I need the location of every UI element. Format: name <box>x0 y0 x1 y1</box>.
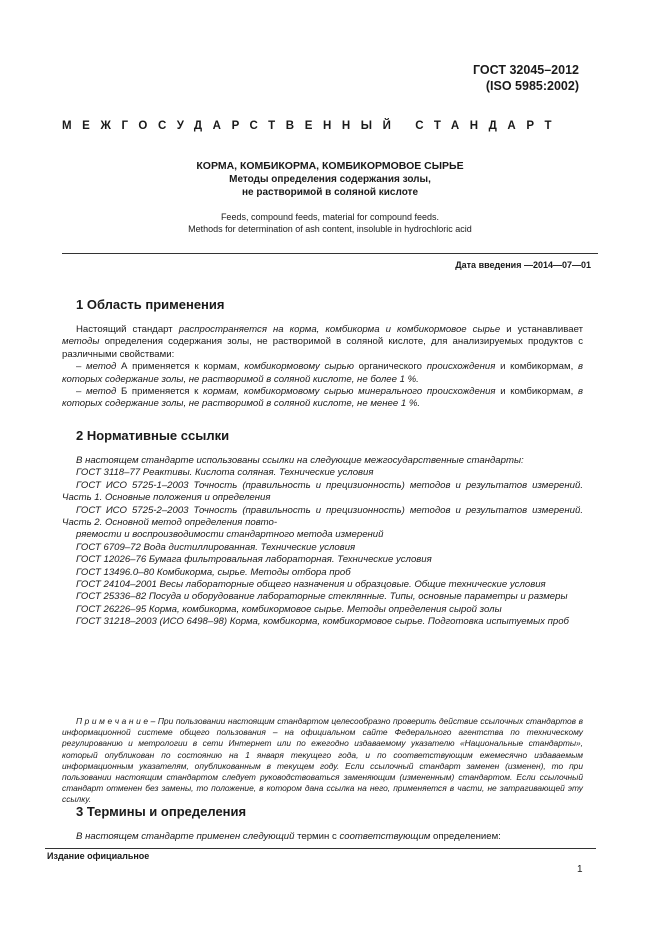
reference-item: ГОСТ 3118–77 Реактивы. Кислота соляная. Технические условия <box>76 467 374 479</box>
reference-item: ГОСТ 12026–76 Бумага фильтровальная лабораторная. Технические условия <box>76 554 432 566</box>
section-3-heading: 3 Термины и определения <box>76 804 247 819</box>
section-1-paragraph: Настоящий стандарт распространяется на корма, комбикорма и комбикормовое сырье и устанавливает методы определения содержания золы, не растворимой в соляной кислоте, для анализируемых продуктов с различными свойствами: <box>62 324 583 360</box>
gost-number: ГОСТ 32045–2012 <box>473 63 579 77</box>
title-sub-line-2: не растворимой в соляной кислоте <box>241 187 419 198</box>
reference-item: ряемости и воспроизводимости стандартного метода измерений <box>76 529 384 541</box>
reference-item: ГОСТ 25336–82 Посуда и оборудование лабораторные стеклянные. Типы, основные параметры и размеры <box>76 591 568 603</box>
reference-item: ГОСТ 13496.0–80 Комбикорма, сырье. Методы отбора проб <box>76 566 351 578</box>
note-label: П р и м е ч а н и е <box>76 716 149 726</box>
title-main: КОРМА, КОМБИКОРМА, КОМБИКОРМОВОЕ СЫРЬЕ <box>196 160 464 172</box>
standard-type-banner: МЕЖГОСУДАРСТВЕННЫЙ СТАНДАРТ <box>62 120 563 132</box>
section-1-heading: 1 Область применения <box>76 297 225 312</box>
section-3-paragraph: В настоящем стандарте применен следующий термин с соответствующим определением: <box>76 831 501 842</box>
section-1-body <box>62 324 583 411</box>
section-2-heading: 2 Нормативные ссылки <box>76 428 230 443</box>
intro-date: Дата введения —2014—07—01 <box>455 260 591 270</box>
title-english-line-1: Feeds, compound feeds, material for compound feeds. <box>220 212 440 222</box>
footer-divider <box>45 848 596 849</box>
page-number: 1 <box>577 864 583 875</box>
iso-number: (ISO 5985:2002) <box>485 79 579 93</box>
note-text: – При пользовании настоящим стандартом целесообразно проверить действие ссылочных стандартов в информационной системе общего пользования – на официальном сайте Федерального агентства по техническому регулированию и метрологии в сети Интернет или по ежегодно издаваемому указателю «Национальные стандарты», который опубликован по состоянию на 1 января текущего года, и по соответствующим ежемесячно издаваемым информационным указателям, опубликованным в текущем году. Если ссылочный стандарт заменен (изменен), то при пользовании настоящим стандартом следует руководствоваться заменяющим (измененным) стандартом. Если ссылочный стандарт отменен без замены, то положение, в котором дана ссылка на него, применяется в части, не затрагивающей эту ссылку. <box>62 716 583 805</box>
title-english-line-2: Methods for determination of ash content, insoluble in hydrochloric acid <box>188 224 472 234</box>
section-2-note <box>62 716 583 806</box>
reference-item: ГОСТ 6709–72 Вода дистиллированная. Технические условия <box>76 541 356 553</box>
reference-item: ГОСТ ИСО 5725-2–2003 Точность (правильность и прецизионность) методов и результатов измерений. Часть 2. Основной метод определения повто- <box>62 504 583 529</box>
reference-item: ГОСТ 31218–2003 (ИСО 6498–98) Корма, комбикорма, комбикормовое сырье. Подготовка испытуемых проб <box>76 616 569 628</box>
section-2-intro: В настоящем стандарте использованы ссылки на следующие межгосударственные стандарты: <box>76 455 524 466</box>
edition-label: Издание официальное <box>47 851 150 861</box>
section-2-references <box>62 455 583 629</box>
section-1-method-a: – метод А применяется к кормам, комбикормовому сырью органического происхождения и комбикормам, в которых содержание золы, не растворимой в соляной кислоте, не более 1 %. <box>62 361 583 385</box>
title-sub-line-1: Методы определения содержания золы, <box>229 174 431 185</box>
section-3-body <box>62 831 583 843</box>
document-title-block <box>62 160 598 235</box>
reference-item: ГОСТ ИСО 5725-1–2003 Точность (правильность и прецизионность) методов и результатов измерений. Часть 1. Основные положения и определения <box>62 479 583 504</box>
reference-item: ГОСТ 24104–2001 Весы лабораторные общего назначения и образцовые. Общие технические условия <box>76 579 546 591</box>
reference-item: ГОСТ 26226–95 Корма, комбикорма, комбикормовое сырье. Методы определения сырой золы <box>76 603 502 615</box>
title-divider <box>62 253 598 254</box>
section-1-method-b: – метод Б применяется к кормам, комбикормовому сырью минерального происхождения и комбикормам, в которых содержание золы, не растворимой в соляной кислоте, не менее 1 %. <box>62 386 583 410</box>
gost-code-block <box>473 62 579 94</box>
